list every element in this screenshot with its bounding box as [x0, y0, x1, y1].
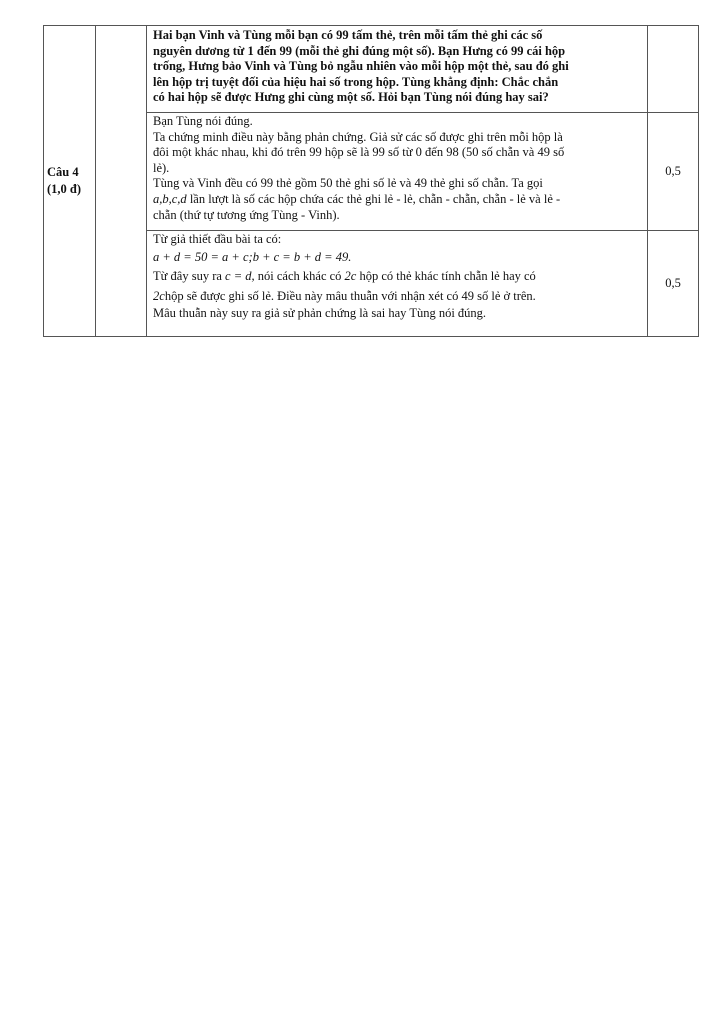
- math-expr: c = d,: [225, 269, 255, 284]
- math-expr: 2c: [344, 269, 357, 284]
- math-expr: 2c: [153, 288, 165, 303]
- solution-line: chẵn (thứ tự tương ứng Tùng - Vinh).: [153, 207, 340, 222]
- question-label: Câu 4: [47, 165, 79, 179]
- grading-table: [43, 25, 699, 337]
- solution-text: hộp có thẻ khác tính chẵn lẻ hay có: [356, 269, 536, 284]
- problem-line: nguyên dương từ 1 đến 99 (mỗi thẻ ghi đúng một số). Bạn Hưng có 99 cái hộp: [153, 43, 566, 58]
- solution-line: Từ giả thiết đầu bài ta có:: [153, 232, 282, 246]
- solution-line: Mâu thuẫn này suy ra giả sử phản chứng là sai hay Tùng nói đúng.: [153, 306, 487, 321]
- solution-part2: [147, 231, 648, 337]
- question-points: (1,0 đ): [47, 182, 82, 196]
- solution-line: [153, 269, 643, 285]
- blank-column: [96, 26, 147, 337]
- score-part1: 0,5: [648, 113, 699, 231]
- solution-line: Ta chứng minh điều này bằng phản chứng. Giả sử các số được ghi trên mỗi hộp là: [153, 129, 563, 144]
- solution-text: hộp sẽ được ghi số lẻ. Điều này mâu thuẫn với nhận xét có 49 số lẻ ở trên.: [164, 288, 536, 303]
- solution-line: [153, 192, 643, 208]
- solution-line: lẻ).: [153, 160, 170, 175]
- problem-line: có hai hộp sẽ được Hưng ghi cùng một số. Hỏi bạn Tùng nói đúng hay sai?: [153, 90, 549, 105]
- score-part2: 0,5: [648, 231, 699, 337]
- solution-line: đôi một khác nhau, khi đó trên 99 hộp sẽ là 99 số từ 0 đến 98 (50 số chẵn và 49 số: [153, 145, 565, 160]
- math-equation: a + d = 50 = a + c;b + c = b + d = 49.: [153, 249, 352, 264]
- problem-statement: [147, 26, 648, 113]
- solution-text: Từ đây suy ra: [153, 269, 226, 284]
- solution-line: [153, 250, 643, 266]
- solution-line: Tùng và Vinh đều có 99 thẻ gồm 50 thẻ ghi số lẻ và 49 thẻ ghi số chẵn. Ta gọi: [153, 176, 543, 191]
- question-label-cell: [44, 26, 96, 337]
- solution-text: nói cách khác có: [254, 269, 345, 284]
- solution-text: lần lượt là số các hộp chứa các thẻ ghi lẻ - lẻ, chẵn - chẵn, chẵn - lẻ và lẻ -: [186, 191, 561, 206]
- solution-line: [153, 289, 643, 305]
- problem-line: trống, Hưng bảo Vinh và Tùng bỏ ngẫu nhiên vào mỗi hộp một thẻ, sau đó ghi: [153, 59, 569, 74]
- solution-line: Bạn Tùng nói đúng.: [153, 114, 253, 128]
- problem-line: lên hộp trị tuyệt đối của hiệu hai số trong hộp. Tùng khẳng định: Chắc chắn: [153, 74, 559, 89]
- problem-score-cell: [648, 26, 699, 113]
- problem-line: Hai bạn Vinh và Tùng mỗi bạn có 99 tấm thẻ, trên mỗi tấm thẻ ghi các số: [153, 28, 543, 42]
- solution-part1: [147, 113, 648, 231]
- problem-row: [44, 26, 699, 113]
- math-vars: a,b,c,d: [153, 191, 187, 206]
